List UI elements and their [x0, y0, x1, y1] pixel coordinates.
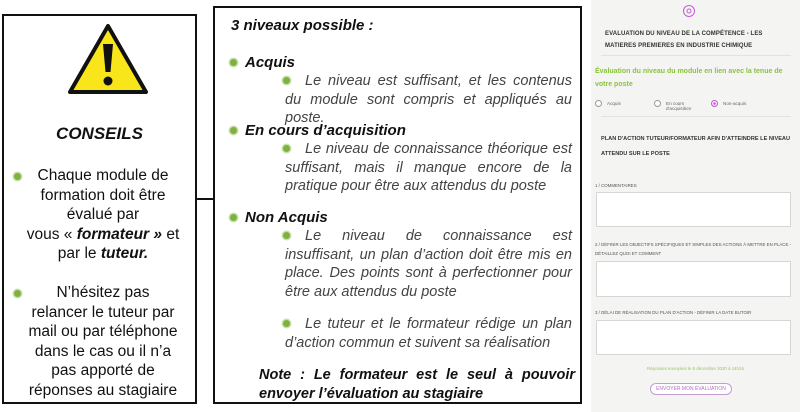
evaluation-form	[591, 0, 800, 412]
tip-relancer: N’hésitez pas relancer le tuteur par mail ou par téléphone dans le cas ou il n’a pas apporté de réponses au stagiaire	[12, 283, 194, 400]
submit-evaluation-button[interactable]: ENVOYER MON ÉVALUATION	[650, 383, 732, 395]
level-radio-group: Acquis En cours d'acquisition Non-acquis	[595, 100, 795, 114]
form-subtitle: Évaluation du niveau du module en lien avec la tenue de votre poste	[595, 68, 783, 88]
bullet-icon	[230, 214, 237, 221]
radio-circle-icon[interactable]	[595, 100, 602, 107]
divider	[601, 116, 791, 117]
level-non-acquis-description: Le niveau de connaissance est insuffisant, un plan d’action doit être mis en place. Des points sont à perfectionner pour être aux attendus du poste	[285, 228, 572, 300]
bullet-icon	[283, 320, 290, 327]
level-en-cours-heading: En cours d’acquisition	[245, 122, 406, 139]
bullet-icon	[283, 77, 290, 84]
bullet-icon	[14, 173, 21, 180]
level-en-cours-description: Le niveau de connaissance théorique est suffisant, mais il manque encore de la pratique pour être aux attendus du poste	[285, 141, 572, 194]
bullet-icon	[283, 232, 290, 239]
level-acquis-description: Le niveau est suffisant, et les contenus du module sont compris et appliqués au poste.	[285, 73, 572, 126]
gear-icon	[682, 4, 696, 18]
deadline-textarea[interactable]	[596, 320, 791, 355]
conseils-title: CONSEILS	[56, 124, 143, 143]
level-acquis-heading: Acquis	[245, 54, 295, 71]
levels-panel	[213, 6, 582, 404]
sent-timestamp: Réponses envoyées le 8 décembre 2020 à 14h16	[647, 366, 744, 371]
divider	[601, 55, 791, 56]
objectives-textarea[interactable]	[596, 261, 791, 297]
levels-title: 3 niveaux possible :	[231, 17, 374, 34]
bullet-icon	[230, 127, 237, 134]
radio-circle-selected-icon[interactable]	[711, 100, 718, 107]
levels-note: Note : Le formateur est le seul à pouvoir envoyer l’évaluation au stagiaire	[259, 367, 575, 402]
connector-line	[197, 198, 213, 200]
form-title: EVALUATION DU NIVEAU DE LA COMPÉTENCE - LES MATIERES PREMIERES EN INDUSTRIE CHIMIQUE	[605, 31, 763, 49]
radio-circle-icon[interactable]	[654, 100, 661, 107]
objectives-label: 2 / DÉFINIR LES OBJECTIFS SPÉCIFIQUES ET SIMPLES DES ACTIONS À METTRE EN PLACE - DÉTAILLEZ QUOI ET COMMENT	[595, 242, 792, 256]
warning-icon	[66, 22, 150, 96]
tip-evaluation: Chaque module de formation doit être évalué par vous « formateur » et par le tuteur.	[12, 166, 194, 264]
comments-label: 1 / COMMENTAIRES	[595, 183, 637, 188]
level-non-acquis-plan-description: Le tuteur et le formateur rédige un plan d’action commun et suivent sa réalisation	[285, 316, 572, 351]
plan-title: PLAN D'ACTION TUTEUR/FORMATEUR AFIN D'ATTEINDRE LE NIVEAU ATTENDU SUR LE POSTE	[601, 136, 791, 157]
deadline-label: 3 / DÉLAI DE RÉALISATION DU PLAN D'ACTION - DÉFINIR LA DATE BUTOIR	[595, 310, 752, 315]
comments-textarea[interactable]	[596, 192, 791, 227]
conseils-panel	[2, 14, 197, 404]
bullet-icon	[230, 59, 237, 66]
level-non-acquis-heading: Non Acquis	[245, 209, 328, 226]
bullet-icon	[283, 145, 290, 152]
bullet-icon	[14, 290, 21, 297]
